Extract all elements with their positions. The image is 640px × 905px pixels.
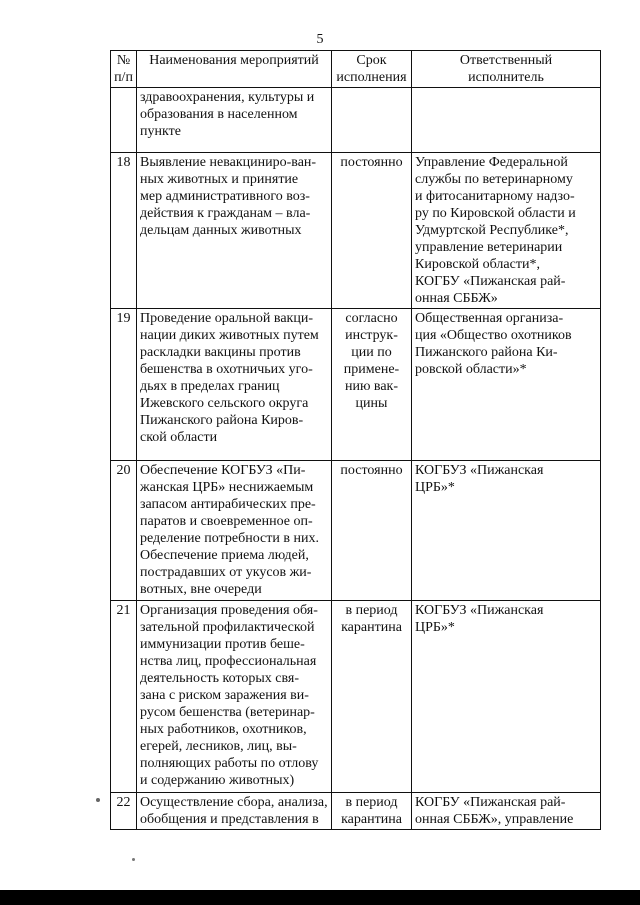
- header-term: Срок исполнения: [332, 51, 412, 88]
- measures-table: [110, 50, 601, 830]
- row-term: в период карантина: [332, 793, 412, 830]
- scan-edge-bar: [0, 890, 640, 905]
- table-row: [111, 88, 601, 153]
- row-num: 22: [111, 793, 137, 830]
- row-term: [332, 88, 412, 153]
- row-name: здравоохранения, культуры и образования в населенном пункте: [137, 88, 332, 153]
- scan-speck: [132, 858, 135, 861]
- row-name: Выявление невакциниро-ван- ных животных и принятие мер административного воз- действия к гражданам – вла- дельцам данных животных: [137, 153, 332, 309]
- row-term: согласно инструк- ции по примене- нию вак- цины: [332, 309, 412, 461]
- header-responsible: Ответственный исполнитель: [412, 51, 601, 88]
- row-term: постоянно: [332, 153, 412, 309]
- table-header-row: [111, 51, 601, 88]
- table-row: [111, 601, 601, 793]
- row-responsible: Управление Федеральной службы по ветеринарному и фитосанитарному надзо- ру по Кировской области и Удмуртской Республике*, управление ветеринарии Кировской области*, КОГБУ «Пижанская рай- онная СББЖ»: [412, 153, 601, 309]
- row-name: Организация проведения обя- зательной профилактической иммунизации против беше- нства лиц, профессиональная деятельность которых свя- зана с риском заражения ви- русом бешенства (ветеринар- ных работников, охотников, егерей, лесников, лиц, вы- полняющих работы по отлову и содержанию животных): [137, 601, 332, 793]
- row-name: Обеспечение КОГБУЗ «Пи- жанская ЦРБ» неснижаемым запасом антирабических пре- паратов и своевременное оп- ределение потребности в них. Обеспечение приема людей, пострадавших от укусов жи- вотных, вне очереди: [137, 461, 332, 601]
- row-responsible: КОГБУЗ «Пижанская ЦРБ»*: [412, 461, 601, 601]
- table-row: [111, 153, 601, 309]
- row-num: 18: [111, 153, 137, 309]
- row-num: 21: [111, 601, 137, 793]
- table-row: [111, 461, 601, 601]
- row-num: 19: [111, 309, 137, 461]
- header-num: № п/п: [111, 51, 137, 88]
- row-responsible: КОГБУЗ «Пижанская ЦРБ»*: [412, 601, 601, 793]
- row-responsible: КОГБУ «Пижанская рай- онная СББЖ», управление: [412, 793, 601, 830]
- page-number: 5: [316, 32, 324, 47]
- row-num: [111, 88, 137, 153]
- row-responsible: [412, 88, 601, 153]
- row-name: Проведение оральной вакци- нации диких животных путем раскладки вакцины против бешенства в охотничьих уго- дьях в пределах границ Ижевского сельского округа Пижанского района Киров- ской области: [137, 309, 332, 461]
- row-num: 20: [111, 461, 137, 601]
- table-row: [111, 309, 601, 461]
- scan-speck: [96, 798, 100, 802]
- row-name: Осуществление сбора, анализа, обобщения и представления в: [137, 793, 332, 830]
- header-name: Наименования мероприятий: [137, 51, 332, 88]
- row-responsible: Общественная организа- ция «Общество охотников Пижанского района Ки- ровской области»*: [412, 309, 601, 461]
- table-row: [111, 793, 601, 830]
- row-term: в период карантина: [332, 601, 412, 793]
- row-term: постоянно: [332, 461, 412, 601]
